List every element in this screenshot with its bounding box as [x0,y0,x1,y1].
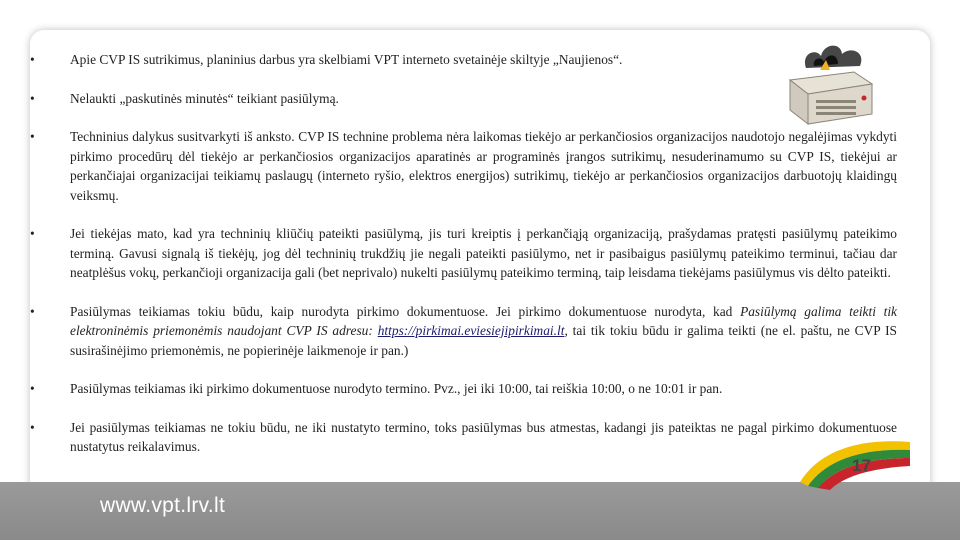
bullet-text: Apie CVP IS sutrikimus, planinius darbus yra skelbiami VPT interneto svetainėje skiltyje „Naujienos“. [70,52,623,67]
bullet-list [30,50,897,476]
list-item [30,50,897,70]
bullet-text: Jei tiekėjas mato, kad yra techninių kliūčių pateikti pasiūlymą, jis turi kreiptis į perkančiąją organizaciją, prašydamas pratęsti pasiūlymų pateikimo terminą. Gavusi signalą iš tiekėjų, jog dėl techninių trukdžių jie negali pateikti pasiūlymo, net ir pasibaigus pasiūlymų pateikimo terminui, tačiau dar neatplėšus vokų, perkančioji organizacija gali (bet neprivalo) nukelti pasiūlymų pateikimo terminą, taip leisdama tiekėjams pasiūlymus vis dėlto pateikti. [70,226,897,280]
list-item [30,224,897,283]
list-item [30,418,897,457]
list-item [30,89,897,109]
cvp-is-link[interactable]: https://pirkimai.eviesiejipirkimai.lt [377,323,565,338]
bullet-text-part: Pasiūlymas teikiamas tokiu būdu, kaip nurodyta pirkimo dokumentuose. Jei pirkimo dokumentuose nurodyta, kad [70,303,741,319]
bullet-marker: • [30,90,35,106]
footer-url: www.vpt.lrv.lt [100,494,226,517]
bullet-text: Nelaukti „paskutinės minutės“ teikiant pasiūlymą. [70,90,339,106]
bullet-text: Pasiūlymas teikiamas iki pirkimo dokumentuose nurodyto termino. Pvz., jei iki 10:00, tai reiškia 10:00, o ne 10:01 ir pan. [70,381,723,396]
bullet-marker: • [30,419,35,435]
bullet-text: Jei pasiūlymas teikiamas ne tokiu būdu, ne iki nustatyto termino, toks pasiūlymas bus atmestas, kadangi jis pateiktas ne pagal pirkimo dokumentuose nustatytus reikalavimus. [70,419,897,454]
bullet-text-colon: : [368,323,378,338]
bullet-marker: • [30,381,35,396]
bullet-marker: • [30,52,35,67]
bullet-marker: • [30,303,35,319]
bullet-text-part: , tai tik tokiu būdu ir galima teikti (ne el. paštu, ne CVP IS susirašinėjimo priemonėmis, ne popierinėje laikmenoje ir pan.) [70,323,898,358]
bullet-text: Techninius dalykus susitvarkyti iš anksto. CVP IS technine problema nėra laikomas tiekėjo ar perkančiosios organizacijos naudotojo negalėjimas vykdyti pirkimo procedūrų dėl tiekėjo ar perkančiosios organizacijos aparatinės ar programinės įrangos sutrikimų, nesuderinamumo su CVP IS, tiekėjui ar perkančiajai organizacijai teikiamų paslaugų (interneto ryšio, elektros energijos) sutrikimų, tiekėjo ar perkančiosios organizacijos darbuotojų klaidingų veiksmų. [70,129,897,203]
bullet-marker: • [30,226,35,241]
bullet-text-italic: Pasiūlymą galima teikti tik elektroninėmis priemonėmis naudojant CVP IS adresu [70,303,897,338]
list-item [30,379,897,399]
list-item [30,302,897,361]
flag-swoosh-icon [790,420,920,490]
bullet-marker: • [30,129,35,144]
list-item [30,127,897,205]
page-number: 17 [852,456,871,475]
